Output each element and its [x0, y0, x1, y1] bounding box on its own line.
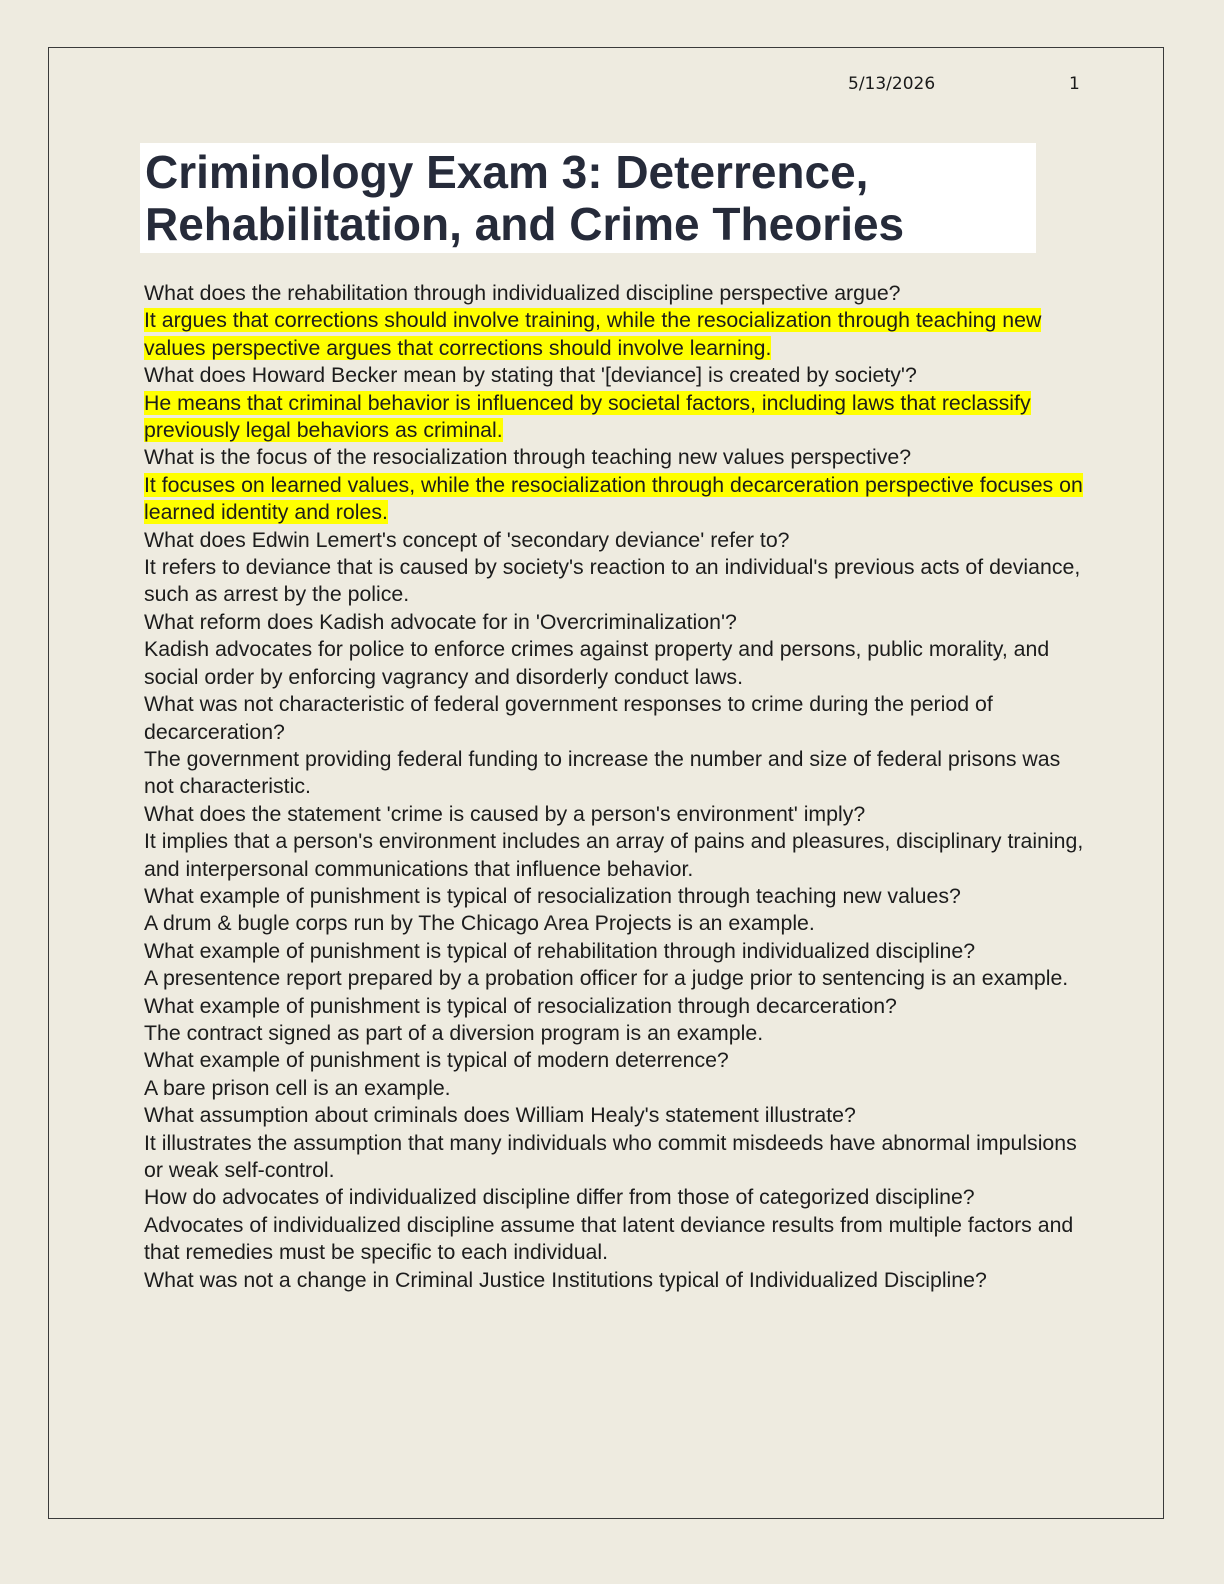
qa-item	[144, 609, 1084, 691]
answer-text: It implies that a person's environment includes an array of pains and pleasures, disciplinary training, and interpersonal communications that influence behavior.	[144, 829, 1084, 881]
qa-item	[144, 993, 1084, 1048]
qa-item	[144, 1047, 1084, 1102]
answer-text: The government providing federal funding to increase the number and size of federal prisons was not characteristic.	[144, 746, 1061, 799]
qa-item	[144, 938, 1084, 993]
qa-item	[144, 1267, 1084, 1294]
answer-text: Kadish advocates for police to enforce crimes against property and persons, public morality, and social order by enforcing vagrancy and disorderly conduct laws.	[144, 637, 1050, 689]
qa-item	[144, 444, 1084, 526]
page-title	[145, 146, 1036, 250]
qa-item	[144, 280, 1084, 362]
title-line-2: Rehabilitation, and Crime Theories	[145, 198, 905, 250]
question-text: What does Howard Becker mean by stating that '[deviance] is created by society'?	[144, 363, 917, 388]
answer-text: A drum & bugle corps run by The Chicago Area Projects is an example.	[144, 911, 815, 936]
question-text: What example of punishment is typical of resocialization through decarceration?	[144, 993, 897, 1018]
question-text: What does Edwin Lemert's concept of 'secondary deviance' refer to?	[144, 527, 790, 552]
question-text: What reform does Kadish advocate for in 'Overcriminalization'?	[144, 609, 737, 634]
qa-item	[144, 1102, 1084, 1184]
question-text: What assumption about criminals does William Healy's statement illustrate?	[144, 1103, 856, 1128]
page-number: 1	[1069, 74, 1080, 94]
answer-text	[144, 307, 1084, 362]
question-text: How do advocates of individualized discipline differ from those of categorized discipline?	[144, 1185, 975, 1210]
question-text: What does the rehabilitation through individualized discipline perspective argue?	[144, 281, 901, 305]
question-text: What is the focus of the resocialization through teaching new values perspective?	[144, 445, 912, 470]
question-text: What example of punishment is typical of rehabilitation through individualized discipline?	[144, 938, 976, 963]
answer-text: The contract signed as part of a diversion program is an example.	[144, 1020, 764, 1045]
highlighted-answer: He means that criminal behavior is influenced by societal factors, including laws that reclassify previously legal behaviors as criminal.	[144, 390, 1031, 443]
qa-item	[144, 1184, 1084, 1266]
title-box	[140, 143, 1036, 253]
question-text: What does the statement 'crime is caused by a person's environment' imply?	[144, 801, 866, 826]
answer-text: A bare prison cell is an example.	[144, 1075, 451, 1100]
answer-text	[144, 390, 1084, 445]
question-text: What was not a change in Criminal Justice Institutions typical of Individualized Discipline?	[144, 1267, 987, 1292]
answer-text: Advocates of individualized discipline assume that latent deviance results from multiple factors and that remedies must be specific to each individual.	[144, 1212, 1074, 1265]
qa-item	[144, 691, 1084, 801]
highlighted-answer: It argues that corrections should involve training, while the resocialization through teaching new values perspective argues that corrections should involve learning.	[144, 308, 1042, 360]
title-line-1: Criminology Exam 3: Deterrence,	[145, 146, 869, 198]
highlighted-answer: It focuses on learned values, while the resocialization through decarceration perspective focuses on learned identity and roles.	[144, 472, 1083, 525]
qa-item	[144, 883, 1084, 938]
qa-list	[144, 280, 1084, 1294]
header-date: 5/13/2026	[848, 74, 936, 94]
answer-text: It refers to deviance that is caused by society's reaction to an individual's previous acts of deviance, such as arrest by the police.	[144, 555, 1081, 607]
question-text: What was not characteristic of federal government responses to crime during the period of decarceration?	[144, 692, 993, 744]
question-text: What example of punishment is typical of modern deterrence?	[144, 1048, 729, 1073]
qa-item	[144, 362, 1084, 444]
question-text: What example of punishment is typical of resocialization through teaching new values?	[144, 883, 961, 908]
qa-item	[144, 801, 1084, 883]
qa-item	[144, 527, 1084, 609]
answer-text: It illustrates the assumption that many individuals who commit misdeeds have abnormal impulsions or weak self-control.	[144, 1130, 1077, 1182]
answer-text	[144, 472, 1084, 527]
answer-text: A presentence report prepared by a probation officer for a judge prior to sentencing is an example.	[144, 966, 1069, 991]
